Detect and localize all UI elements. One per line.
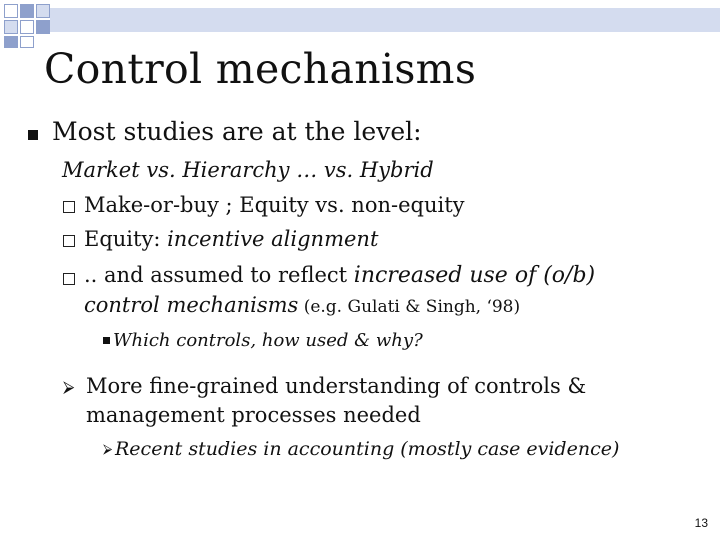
hollow-square-bullet-icon [63, 235, 75, 247]
header-bar [50, 8, 720, 32]
assumed-text-c: control mechanisms [84, 293, 299, 317]
bullet-text: Most studies are at the level: [52, 117, 422, 146]
assumed-text-a: .. and assumed to reflect [84, 263, 354, 287]
list-item-assumed [84, 263, 595, 288]
list-item-assumed-cont [84, 293, 520, 317]
list-item-equity [84, 227, 378, 251]
assumed-text-d: (e.g. Gulati & Singh, ‘98) [298, 297, 521, 317]
more-text-b: management processes needed [86, 403, 421, 427]
header-square [36, 20, 50, 34]
sub-heading: Market vs. Hierarchy … vs. Hybrid [62, 158, 434, 182]
recent-text: Recent studies in accounting (mostly case evidence) [115, 438, 620, 460]
filled-square-bullet-icon [28, 130, 38, 140]
page-number: 13 [694, 516, 708, 530]
arrowhead-bullet-icon: ⮚ [63, 377, 75, 396]
header-square [20, 4, 34, 18]
header-square [36, 4, 50, 18]
arrowhead-bullet-icon: ⮚ [103, 442, 113, 457]
equity-italic: incentive alignment [167, 227, 379, 251]
header-square [20, 36, 34, 48]
header-square [4, 36, 18, 48]
header-decoration [0, 0, 720, 48]
header-square [20, 20, 34, 34]
more-text-a: More fine-grained understanding of controls & [86, 374, 587, 398]
slide-title: Control mechanisms [44, 45, 477, 93]
assumed-text-b: increased use of (o/b) [353, 263, 596, 288]
which-controls-text: Which controls, how used & why? [113, 330, 423, 351]
header-square [4, 4, 18, 18]
header-square [4, 20, 18, 34]
hollow-square-bullet-icon [63, 201, 75, 213]
small-filled-square-bullet-icon [103, 337, 110, 344]
hollow-square-bullet-icon [63, 273, 75, 285]
equity-prefix: Equity: [84, 227, 168, 251]
list-item-make: Make-or-buy ; Equity vs. non-equity [84, 193, 465, 217]
